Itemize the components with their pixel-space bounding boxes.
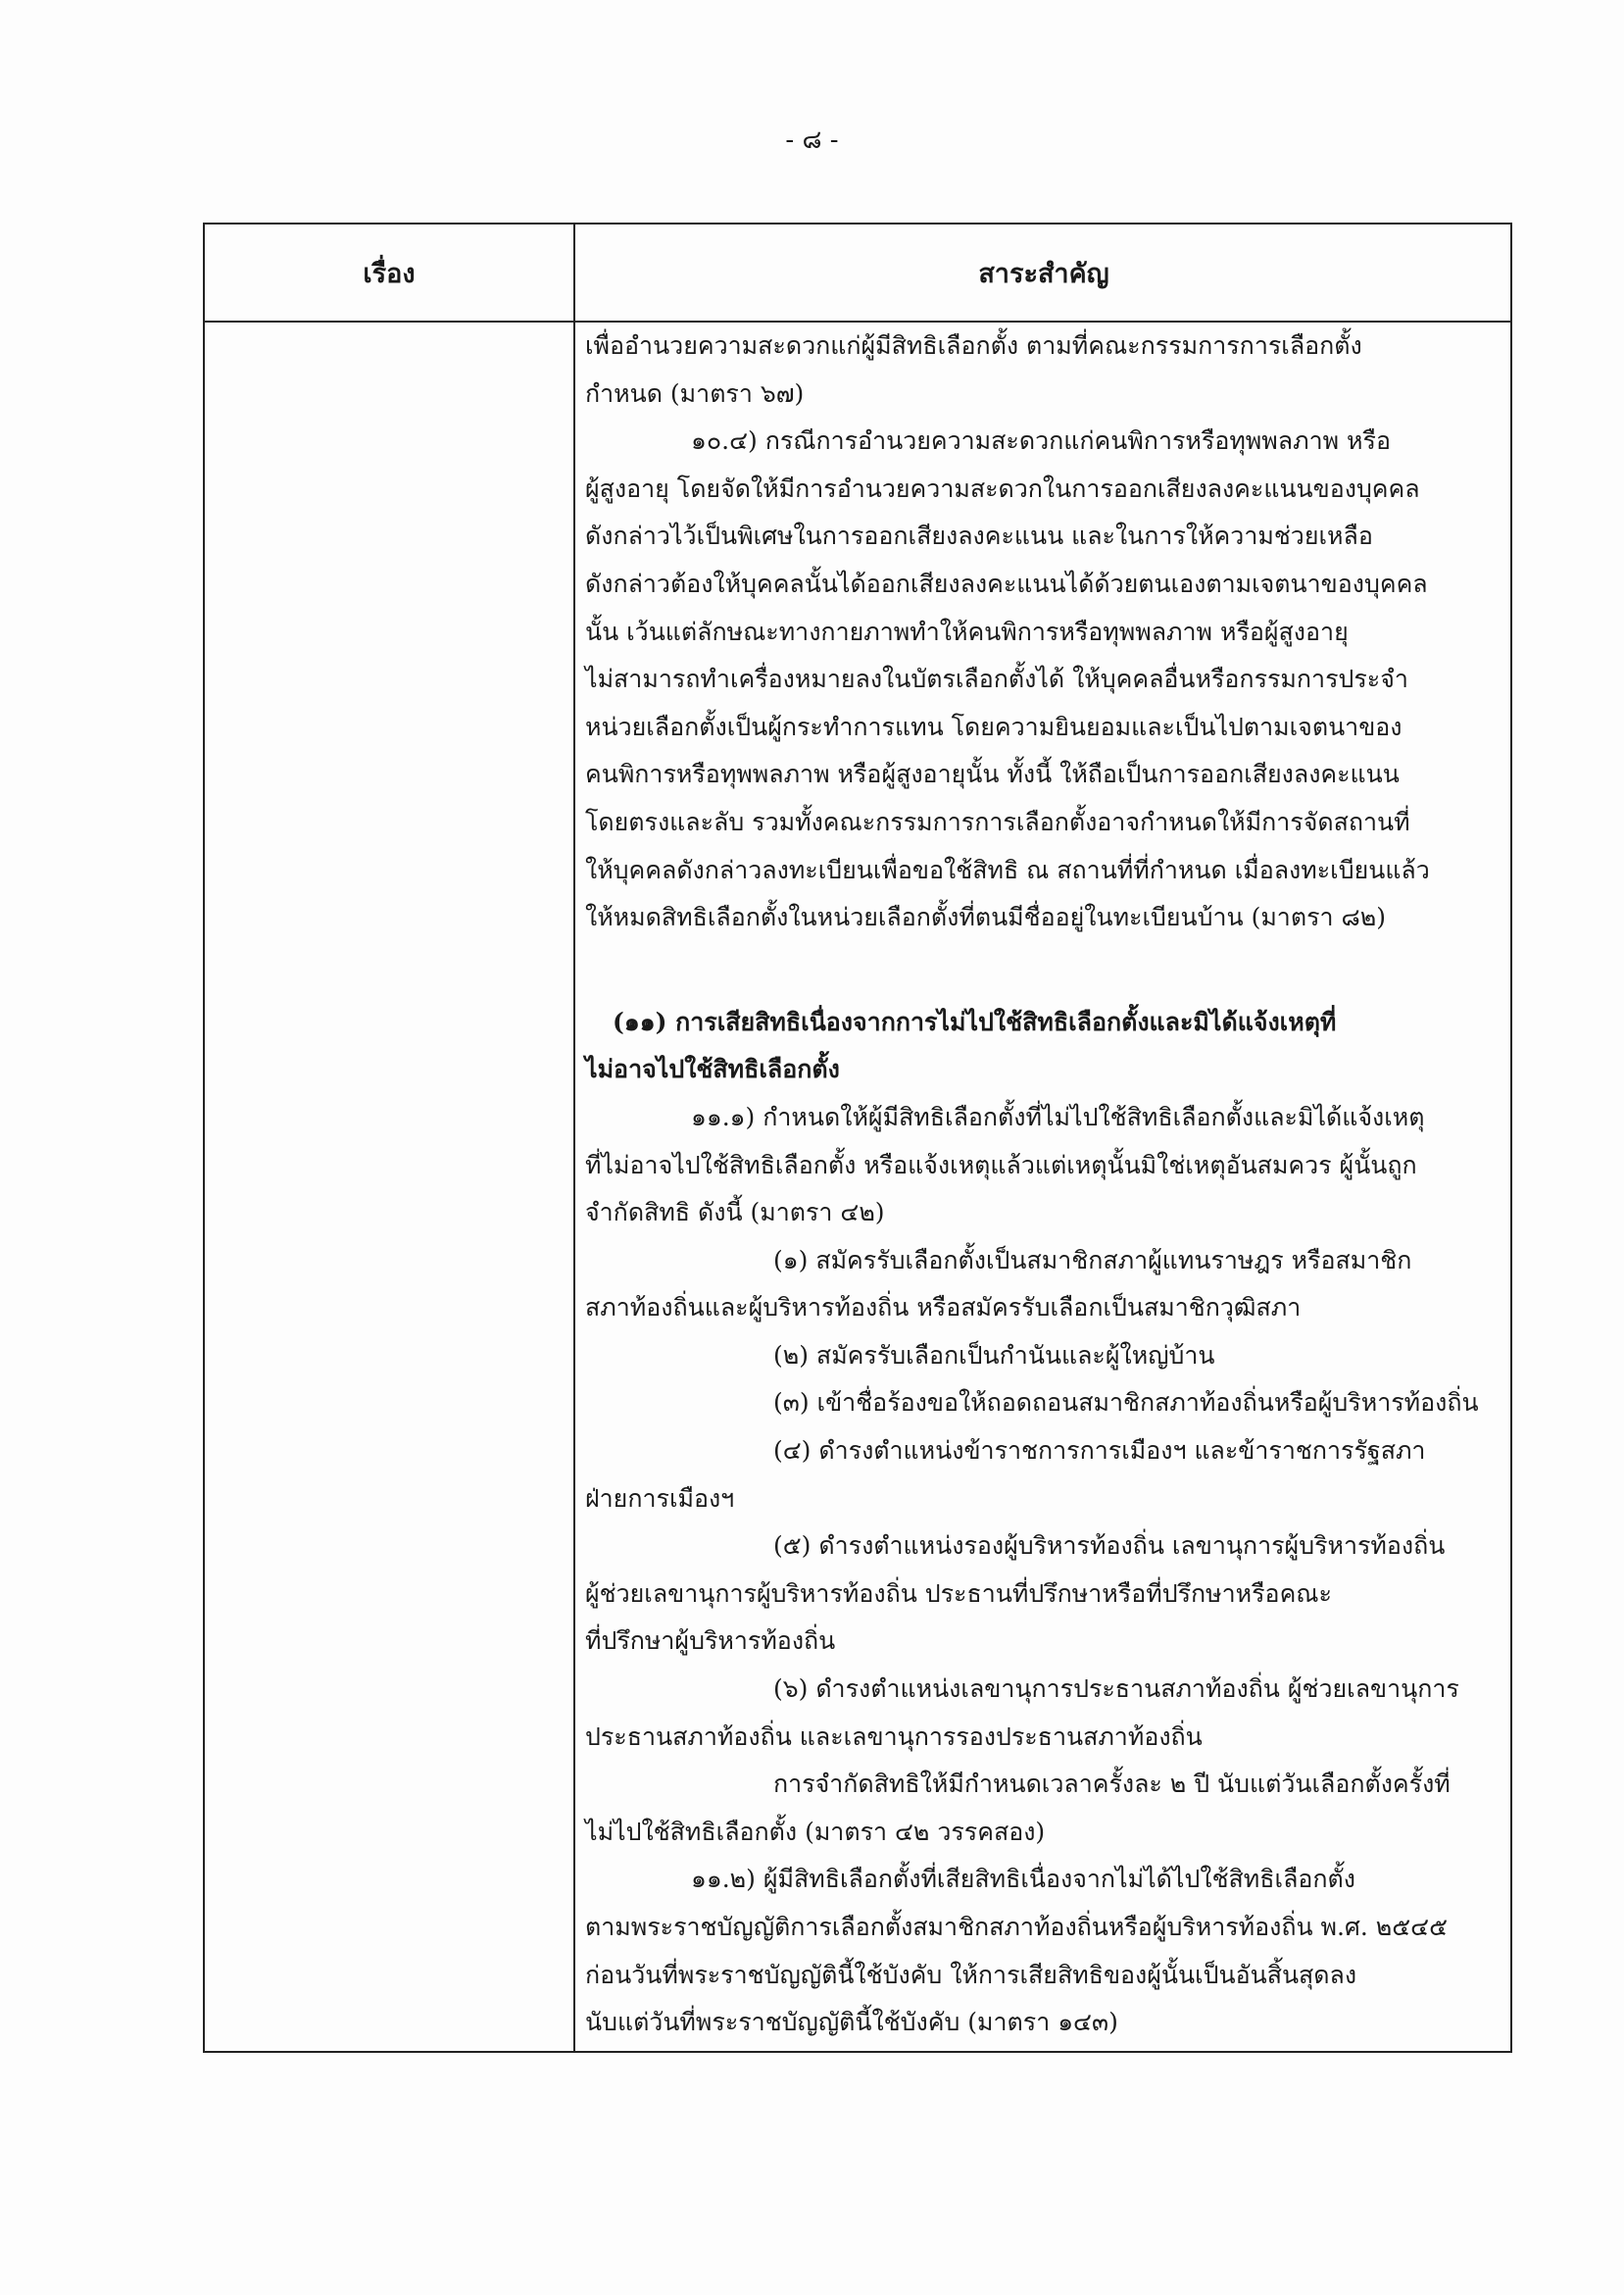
text-line: เพื่ออำนวยความสะดวกแก่ผู้มีสิทธิเลือกตั้ง ตามที่คณะกรรมการการเลือกตั้ง [585,331,1362,360]
text-line: ก่อนวันที่พระราชบัญญัตินี้ใช้บังคับ ให้การเสียสิทธิของผู้นั้นเป็นอันสิ้นสุดลง [585,1960,1357,1989]
section-heading: (๑๑) การเสียสิทธิเนื่องจากการไม่ไปใช้สิทธิเลือกตั้งและมิได้แจ้งเหตุที่ [613,1007,1337,1036]
text-line: โดยตรงและลับ รวมทั้งคณะกรรมการการเลือกตั้งอาจกำหนดให้มีการจัดสถานที่ [585,807,1410,836]
text-line: ให้หมดสิทธิเลือกตั้งในหน่วยเลือกตั้งที่ตนมีชื่ออยู่ในทะเบียนบ้าน (มาตรา ๘๒) [585,903,1387,932]
summary-cell [585,323,1506,2047]
text-line: ตามพระราชบัญญัติการเลือกตั้งสมาชิกสภาท้องถิ่นหรือผู้บริหารท้องถิ่น พ.ศ. ๒๕๔๕ [585,1913,1448,1941]
text-line: ที่ไม่อาจไปใช้สิทธิเลือกตั้ง หรือแจ้งเหตุแล้วแต่เหตุนั้นมิใช่เหตุอันสมควร ผู้นั้นถูก [585,1150,1417,1179]
text-line: กำหนด (มาตรา ๖๗) [585,378,805,408]
text-line: (๔) ดำรงตำแหน่งข้าราชการการเมืองฯ และข้าราชการรัฐสภา [773,1436,1426,1466]
text-line: ๑๑.๒) ผู้มีสิทธิเลือกตั้งที่เสียสิทธิเนื่องจากไม่ได้ไปใช้สิทธิเลือกตั้ง [691,1865,1355,1894]
text-line: ไม่ไปใช้สิทธิเลือกตั้ง (มาตรา ๔๒ วรรคสอง) [585,1817,1046,1846]
content-table [203,223,1512,2053]
text-line: ๑๐.๔) กรณีการอำนวยความสะดวกแก่คนพิการหรือทุพพลภาพ หรือ [691,426,1391,456]
page-number: - ๘ - [785,125,839,155]
text-line: จำกัดสิทธิ ดังนี้ (มาตรา ๔๒) [585,1198,885,1227]
text-line: ผู้ช่วยเลขานุการผู้บริหารท้องถิ่น ประธานที่ปรึกษาหรือที่ปรึกษาหรือคณะ [585,1578,1332,1608]
text-line: (๖) ดำรงตำแหน่งเลขานุการประธานสภาท้องถิ่น ผู้ช่วยเลขานุการ [773,1674,1459,1704]
text-line: การจำกัดสิทธิให้มีกำหนดเวลาครั้งละ ๒ ปี นับแต่วันเลือกตั้งครั้งที่ [773,1770,1451,1799]
text-line: (๒) สมัครรับเลือกเป็นกำนันและผู้ใหญ่บ้าน [773,1340,1215,1370]
text-line: นั้น เว้นแต่ลักษณะทางกายภาพทำให้คนพิการหรือทุพพลภาพ หรือผู้สูงอายุ [585,617,1349,646]
text-line: นับแต่วันที่พระราชบัญญัตินี้ใช้บังคับ (มาตรา ๑๔๓) [585,2008,1118,2037]
text-line: (๑) สมัครรับเลือกตั้งเป็นสมาชิกสภาผู้แทนราษฎร หรือสมาชิก [773,1245,1412,1274]
text-line: หน่วยเลือกตั้งเป็นผู้กระทำการแทน โดยความยินยอมและเป็นไปตามเจตนาของ [585,712,1403,741]
text-line: ที่ปรึกษาผู้บริหารท้องถิ่น [585,1626,836,1656]
text-line: (๕) ดำรงตำแหน่งรองผู้บริหารท้องถิ่น เลขานุการผู้บริหารท้องถิ่น [773,1531,1446,1561]
section-heading: ไม่อาจไปใช้สิทธิเลือกตั้ง [585,1055,840,1084]
paragraph-gap [585,942,1506,999]
text-line: ให้บุคคลดังกล่าวลงทะเบียนเพื่อขอใช้สิทธิ ณ สถานที่ที่กำหนด เมื่อลงทะเบียนแล้ว [585,855,1430,884]
text-line: ดังกล่าวไว้เป็นพิเศษในการออกเสียงลงคะแนน และในการให้ความช่วยเหลือ [585,522,1373,551]
text-line: ๑๑.๑) กำหนดให้ผู้มีสิทธิเลือกตั้งที่ไม่ไปใช้สิทธิเลือกตั้งและมิได้แจ้งเหตุ [691,1102,1425,1131]
text-line: ฝ่ายการเมืองฯ [585,1483,735,1513]
text-line: ประธานสภาท้องถิ่น และเลขานุการรองประธานสภาท้องถิ่น [585,1721,1203,1751]
text-line: ไม่สามารถทำเครื่องหมายลงในบัตรเลือกตั้งได้ ให้บุคคลอื่นหรือกรรมการประจำ [585,665,1408,694]
table-header-row [205,225,1510,323]
text-line: สภาท้องถิ่นและผู้บริหารท้องถิ่น หรือสมัครรับเลือกเป็นสมาชิกวุฒิสภา [585,1293,1302,1322]
column-divider [573,225,575,2051]
text-line: ดังกล่าวต้องให้บุคคลนั้นได้ออกเสียงลงคะแนนได้ด้วยตนเองตามเจตนาของบุคคล [585,569,1428,598]
header-subject: เรื่อง [363,258,416,289]
header-summary: สาระสำคัญ [978,258,1109,289]
text-line: คนพิการหรือทุพพลภาพ หรือผู้สูงอายุนั้น ทั้งนี้ ให้ถือเป็นการออกเสียงลงคะแนน [585,760,1400,789]
text-line: ผู้สูงอายุ โดยจัดให้มีการอำนวยความสะดวกในการออกเสียงลงคะแนนของบุคคล [585,474,1420,503]
text-line: (๓) เข้าชื่อร้องขอให้ถอดถอนสมาชิกสภาท้องถิ่นหรือผู้บริหารท้องถิ่น [773,1388,1479,1418]
